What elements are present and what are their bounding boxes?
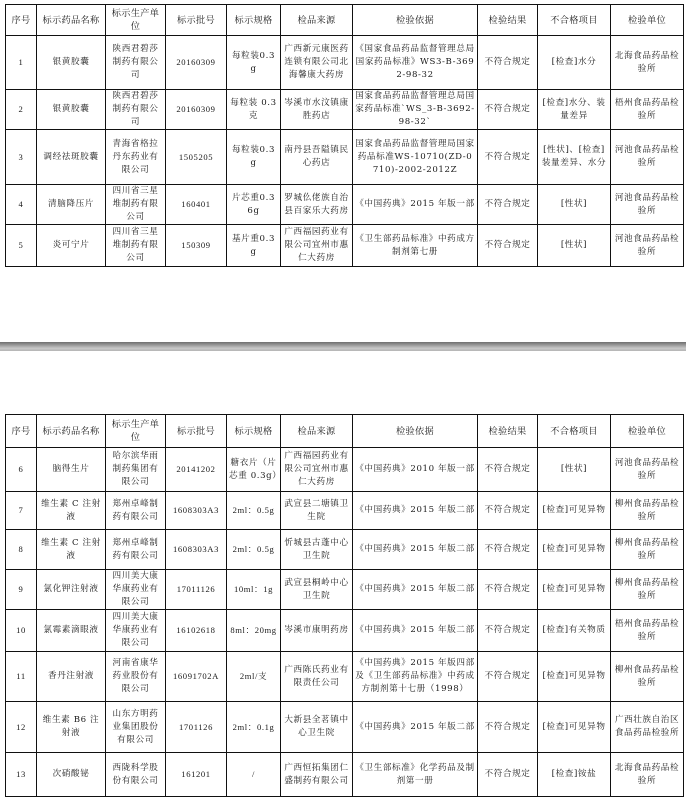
cell-name: 银黄胶囊	[37, 90, 106, 130]
table-row	[6, 448, 684, 492]
col-header-basis: 检验依据	[353, 415, 478, 448]
cell-spec: 每粒装0.3g	[227, 130, 281, 185]
cell-item: [检查]水分、装量差异	[538, 90, 611, 130]
cell-lab: 河池食品药品检验所	[611, 448, 684, 492]
cell-maker: 山东方明药业集团股份有限公司	[106, 702, 166, 753]
cell-spec: 每粒装0.3g	[227, 36, 281, 90]
cell-lab: 柳州食品药品检验所	[611, 570, 684, 610]
cell-batch: 1701126	[166, 702, 227, 753]
cell-result: 不符合规定	[478, 448, 538, 492]
inspection-table-page-2	[5, 414, 684, 797]
cell-maker: 四川省三星堆制药有限公司	[106, 225, 166, 267]
cell-maker: 郑州卓峰制药有限公司	[106, 530, 166, 570]
col-header-batch: 标示批号	[166, 5, 227, 36]
cell-item: [检查]有关物质	[538, 610, 611, 652]
cell-item: [检查]水分	[538, 36, 611, 90]
cell-basis: 国家食品药品监督管理总局国家药品标准`WS_3-B-3692-98-32`	[353, 90, 478, 130]
table-row	[6, 530, 684, 570]
col-header-spec: 标示规格	[227, 415, 281, 448]
cell-maker: 四川省三星堆制药有限公司	[106, 185, 166, 225]
cell-result: 不符合规定	[478, 652, 538, 702]
cell-result: 不符合规定	[478, 492, 538, 530]
cell-lab: 柳州食品药品检验所	[611, 530, 684, 570]
cell-lab: 河池食品药品检验所	[611, 225, 684, 267]
cell-result: 不符合规定	[478, 90, 538, 130]
cell-name: 脑得生片	[37, 448, 106, 492]
cell-batch: 20160309	[166, 36, 227, 90]
col-header-no: 序号	[6, 5, 37, 36]
cell-maker: 四川美大康华康药业有限公司	[106, 610, 166, 652]
cell-no: 12	[6, 702, 37, 753]
cell-spec: 10ml：1g	[227, 570, 281, 610]
cell-batch: 1505205	[166, 130, 227, 185]
cell-lab: 北海食品药品检验所	[611, 753, 684, 797]
cell-spec: 2ml：0.5g	[227, 492, 281, 530]
cell-result: 不符合规定	[478, 225, 538, 267]
cell-basis: 《中国药典》2015 年版二部	[353, 570, 478, 610]
cell-no: 7	[6, 492, 37, 530]
cell-maker: 河南省康华药业股份有限公司	[106, 652, 166, 702]
cell-result: 不符合规定	[478, 702, 538, 753]
col-header-result: 检验结果	[478, 415, 538, 448]
cell-item: [检查]可见异物	[538, 570, 611, 610]
cell-maker: 青海省格拉丹东药业有限公司	[106, 130, 166, 185]
cell-lab: 河池食品药品检验所	[611, 185, 684, 225]
cell-name: 维生素 C 注射液	[37, 530, 106, 570]
cell-name: 维生素 C 注射液	[37, 492, 106, 530]
cell-basis: 《卫生部标准》化学药品及制剂第一册	[353, 753, 478, 797]
cell-lab: 梧州食品药品检验所	[611, 610, 684, 652]
col-header-lab: 检验单位	[611, 415, 684, 448]
cell-result: 不符合规定	[478, 185, 538, 225]
cell-basis: 《中国药典》2015 年版二部	[353, 492, 478, 530]
cell-item: [检查]可见异物	[538, 530, 611, 570]
cell-no: 8	[6, 530, 37, 570]
cell-no: 2	[6, 90, 37, 130]
cell-maker: 哈尔滨华雨制药集团有限公司	[106, 448, 166, 492]
col-header-source: 检品来源	[281, 415, 353, 448]
cell-maker: 四川美大康华康药业有限公司	[106, 570, 166, 610]
table-row	[6, 185, 684, 225]
table-row	[6, 225, 684, 267]
cell-basis: 国家食品药品监督管理局国家药品标准WS-10710(ZD-0710)-2002-2012Z	[353, 130, 478, 185]
cell-basis: 《中国药典》2010 年版一部	[353, 448, 478, 492]
cell-source: 岑溪市康明药房	[281, 610, 353, 652]
col-header-item: 不合格项目	[538, 415, 611, 448]
col-header-no: 序号	[6, 415, 37, 448]
cell-source: 岑溪市水汶镇康胜药店	[281, 90, 353, 130]
cell-batch: 1608303A3	[166, 492, 227, 530]
cell-name: 香丹注射液	[37, 652, 106, 702]
table-row	[6, 610, 684, 652]
cell-lab: 柳州食品药品检验所	[611, 492, 684, 530]
cell-spec: 每粒装 0.3克	[227, 90, 281, 130]
table-row	[6, 90, 684, 130]
cell-source: 大新县全茗镇中心卫生院	[281, 702, 353, 753]
table-row	[6, 652, 684, 702]
cell-source: 广西恒拓集团仁盛制药有限公司	[281, 753, 353, 797]
cell-batch: 16091702A	[166, 652, 227, 702]
cell-no: 4	[6, 185, 37, 225]
cell-result: 不符合规定	[478, 36, 538, 90]
cell-result: 不符合规定	[478, 753, 538, 797]
col-header-spec: 标示规格	[227, 5, 281, 36]
cell-batch: 16102618	[166, 610, 227, 652]
cell-result: 不符合规定	[478, 570, 538, 610]
col-header-batch: 标示批号	[166, 415, 227, 448]
cell-no: 6	[6, 448, 37, 492]
cell-lab: 北海食品药品检验所	[611, 36, 684, 90]
table-row	[6, 130, 684, 185]
cell-source: 武宣县桐岭中心卫生院	[281, 570, 353, 610]
col-header-name: 标示药品名称	[37, 5, 106, 36]
col-header-result: 检验结果	[478, 5, 538, 36]
cell-maker: 陕西君碧莎制药有限公司	[106, 90, 166, 130]
cell-no: 1	[6, 36, 37, 90]
cell-batch: 20141202	[166, 448, 227, 492]
inspection-table-page-1	[5, 4, 684, 267]
cell-basis: 《中国药典》2015 年版一部	[353, 185, 478, 225]
cell-item: [性状]	[538, 185, 611, 225]
cell-maker: 陕西君碧莎制药有限公司	[106, 36, 166, 90]
cell-spec: 2ml/支	[227, 652, 281, 702]
cell-no: 3	[6, 130, 37, 185]
cell-item: [性状]、[检查]装量差异、水分	[538, 130, 611, 185]
cell-batch: 161201	[166, 753, 227, 797]
cell-batch: 1608303A3	[166, 530, 227, 570]
table-row	[6, 753, 684, 797]
cell-name: 炎可宁片	[37, 225, 106, 267]
cell-no: 9	[6, 570, 37, 610]
cell-source: 武宣县二塘镇卫生院	[281, 492, 353, 530]
cell-spec: /	[227, 753, 281, 797]
cell-no: 10	[6, 610, 37, 652]
cell-batch: 17011126	[166, 570, 227, 610]
cell-maker: 郑州卓峰制药有限公司	[106, 492, 166, 530]
cell-item: [性状]	[538, 448, 611, 492]
cell-name: 次硝酸铋	[37, 753, 106, 797]
cell-basis: 《卫生部药品标准》中药成方制剂第七册	[353, 225, 478, 267]
cell-item: [性状]	[538, 225, 611, 267]
header-row	[6, 5, 684, 36]
col-header-maker: 标示生产单位	[106, 5, 166, 36]
cell-name: 清脑降压片	[37, 185, 106, 225]
cell-result: 不符合规定	[478, 610, 538, 652]
table-row	[6, 702, 684, 753]
cell-name: 维生素 B6 注射液	[37, 702, 106, 753]
table-row	[6, 570, 684, 610]
cell-spec: 片芯重0.36g	[227, 185, 281, 225]
table-row	[6, 36, 684, 90]
cell-spec: 糖衣片（片芯重 0.3g）	[227, 448, 281, 492]
cell-item: [检查]可见异物	[538, 652, 611, 702]
cell-lab: 梧州食品药品检验所	[611, 90, 684, 130]
cell-result: 不符合规定	[478, 130, 538, 185]
cell-no: 13	[6, 753, 37, 797]
cell-basis: 《中国药典》2015 年版二部	[353, 530, 478, 570]
cell-source: 忻城县古蓬中心卫生院	[281, 530, 353, 570]
cell-basis: 《中国药典》2015 年版四部及《卫生部药品标准》中药成方制剂第十七册（1998）	[353, 652, 478, 702]
cell-basis: 《中国药典》2015 年版二部	[353, 702, 478, 753]
cell-spec: 2ml：0.1g	[227, 702, 281, 753]
cell-spec: 8ml：20mg	[227, 610, 281, 652]
cell-item: [检查]铵盐	[538, 753, 611, 797]
cell-basis: 《中国药典》2015 年版二部	[353, 610, 478, 652]
col-header-maker: 标示生产单位	[106, 415, 166, 448]
cell-source: 广西陈氏药业有限责任公司	[281, 652, 353, 702]
cell-lab: 柳州食品药品检验所	[611, 652, 684, 702]
cell-name: 调经祛斑胶囊	[37, 130, 106, 185]
cell-name: 银黄胶囊	[37, 36, 106, 90]
cell-result: 不符合规定	[478, 530, 538, 570]
col-header-basis: 检验依据	[353, 5, 478, 36]
cell-item: [检查]可见异物	[538, 702, 611, 753]
col-header-name: 标示药品名称	[37, 415, 106, 448]
cell-batch: 150309	[166, 225, 227, 267]
cell-source: 罗城仫佬族自治县百家乐大药房	[281, 185, 353, 225]
cell-name: 氯化钾注射液	[37, 570, 106, 610]
cell-item: [检查]可见异物	[538, 492, 611, 530]
cell-spec: 2ml：0.5g	[227, 530, 281, 570]
cell-maker: 西陇科学股份有限公司	[106, 753, 166, 797]
cell-lab: 河池食品药品检验所	[611, 130, 684, 185]
cell-no: 11	[6, 652, 37, 702]
cell-no: 5	[6, 225, 37, 267]
col-header-item: 不合格项目	[538, 5, 611, 36]
cell-source: 广西福园药业有限公司宜州市惠仁大药房	[281, 225, 353, 267]
cell-lab: 广西壮族自治区食品药品检验所	[611, 702, 684, 753]
cell-batch: 160401	[166, 185, 227, 225]
header-row	[6, 415, 684, 448]
cell-name: 氯霉素滴眼液	[37, 610, 106, 652]
cell-source: 南丹县吾隘镇民心药店	[281, 130, 353, 185]
table-row	[6, 492, 684, 530]
cell-basis: 《国家食品药品监督管理总局国家药品标准》WS3-B-3692-98-32	[353, 36, 478, 90]
cell-source: 广西新元康医药连锁有限公司北海馨康大药房	[281, 36, 353, 90]
col-header-source: 检品来源	[281, 5, 353, 36]
col-header-lab: 检验单位	[611, 5, 684, 36]
cell-batch: 20160309	[166, 90, 227, 130]
cell-source: 广西福园药业有限公司宜州市惠仁大药房	[281, 448, 353, 492]
page-separator	[0, 342, 686, 351]
cell-spec: 基片重0.3g	[227, 225, 281, 267]
